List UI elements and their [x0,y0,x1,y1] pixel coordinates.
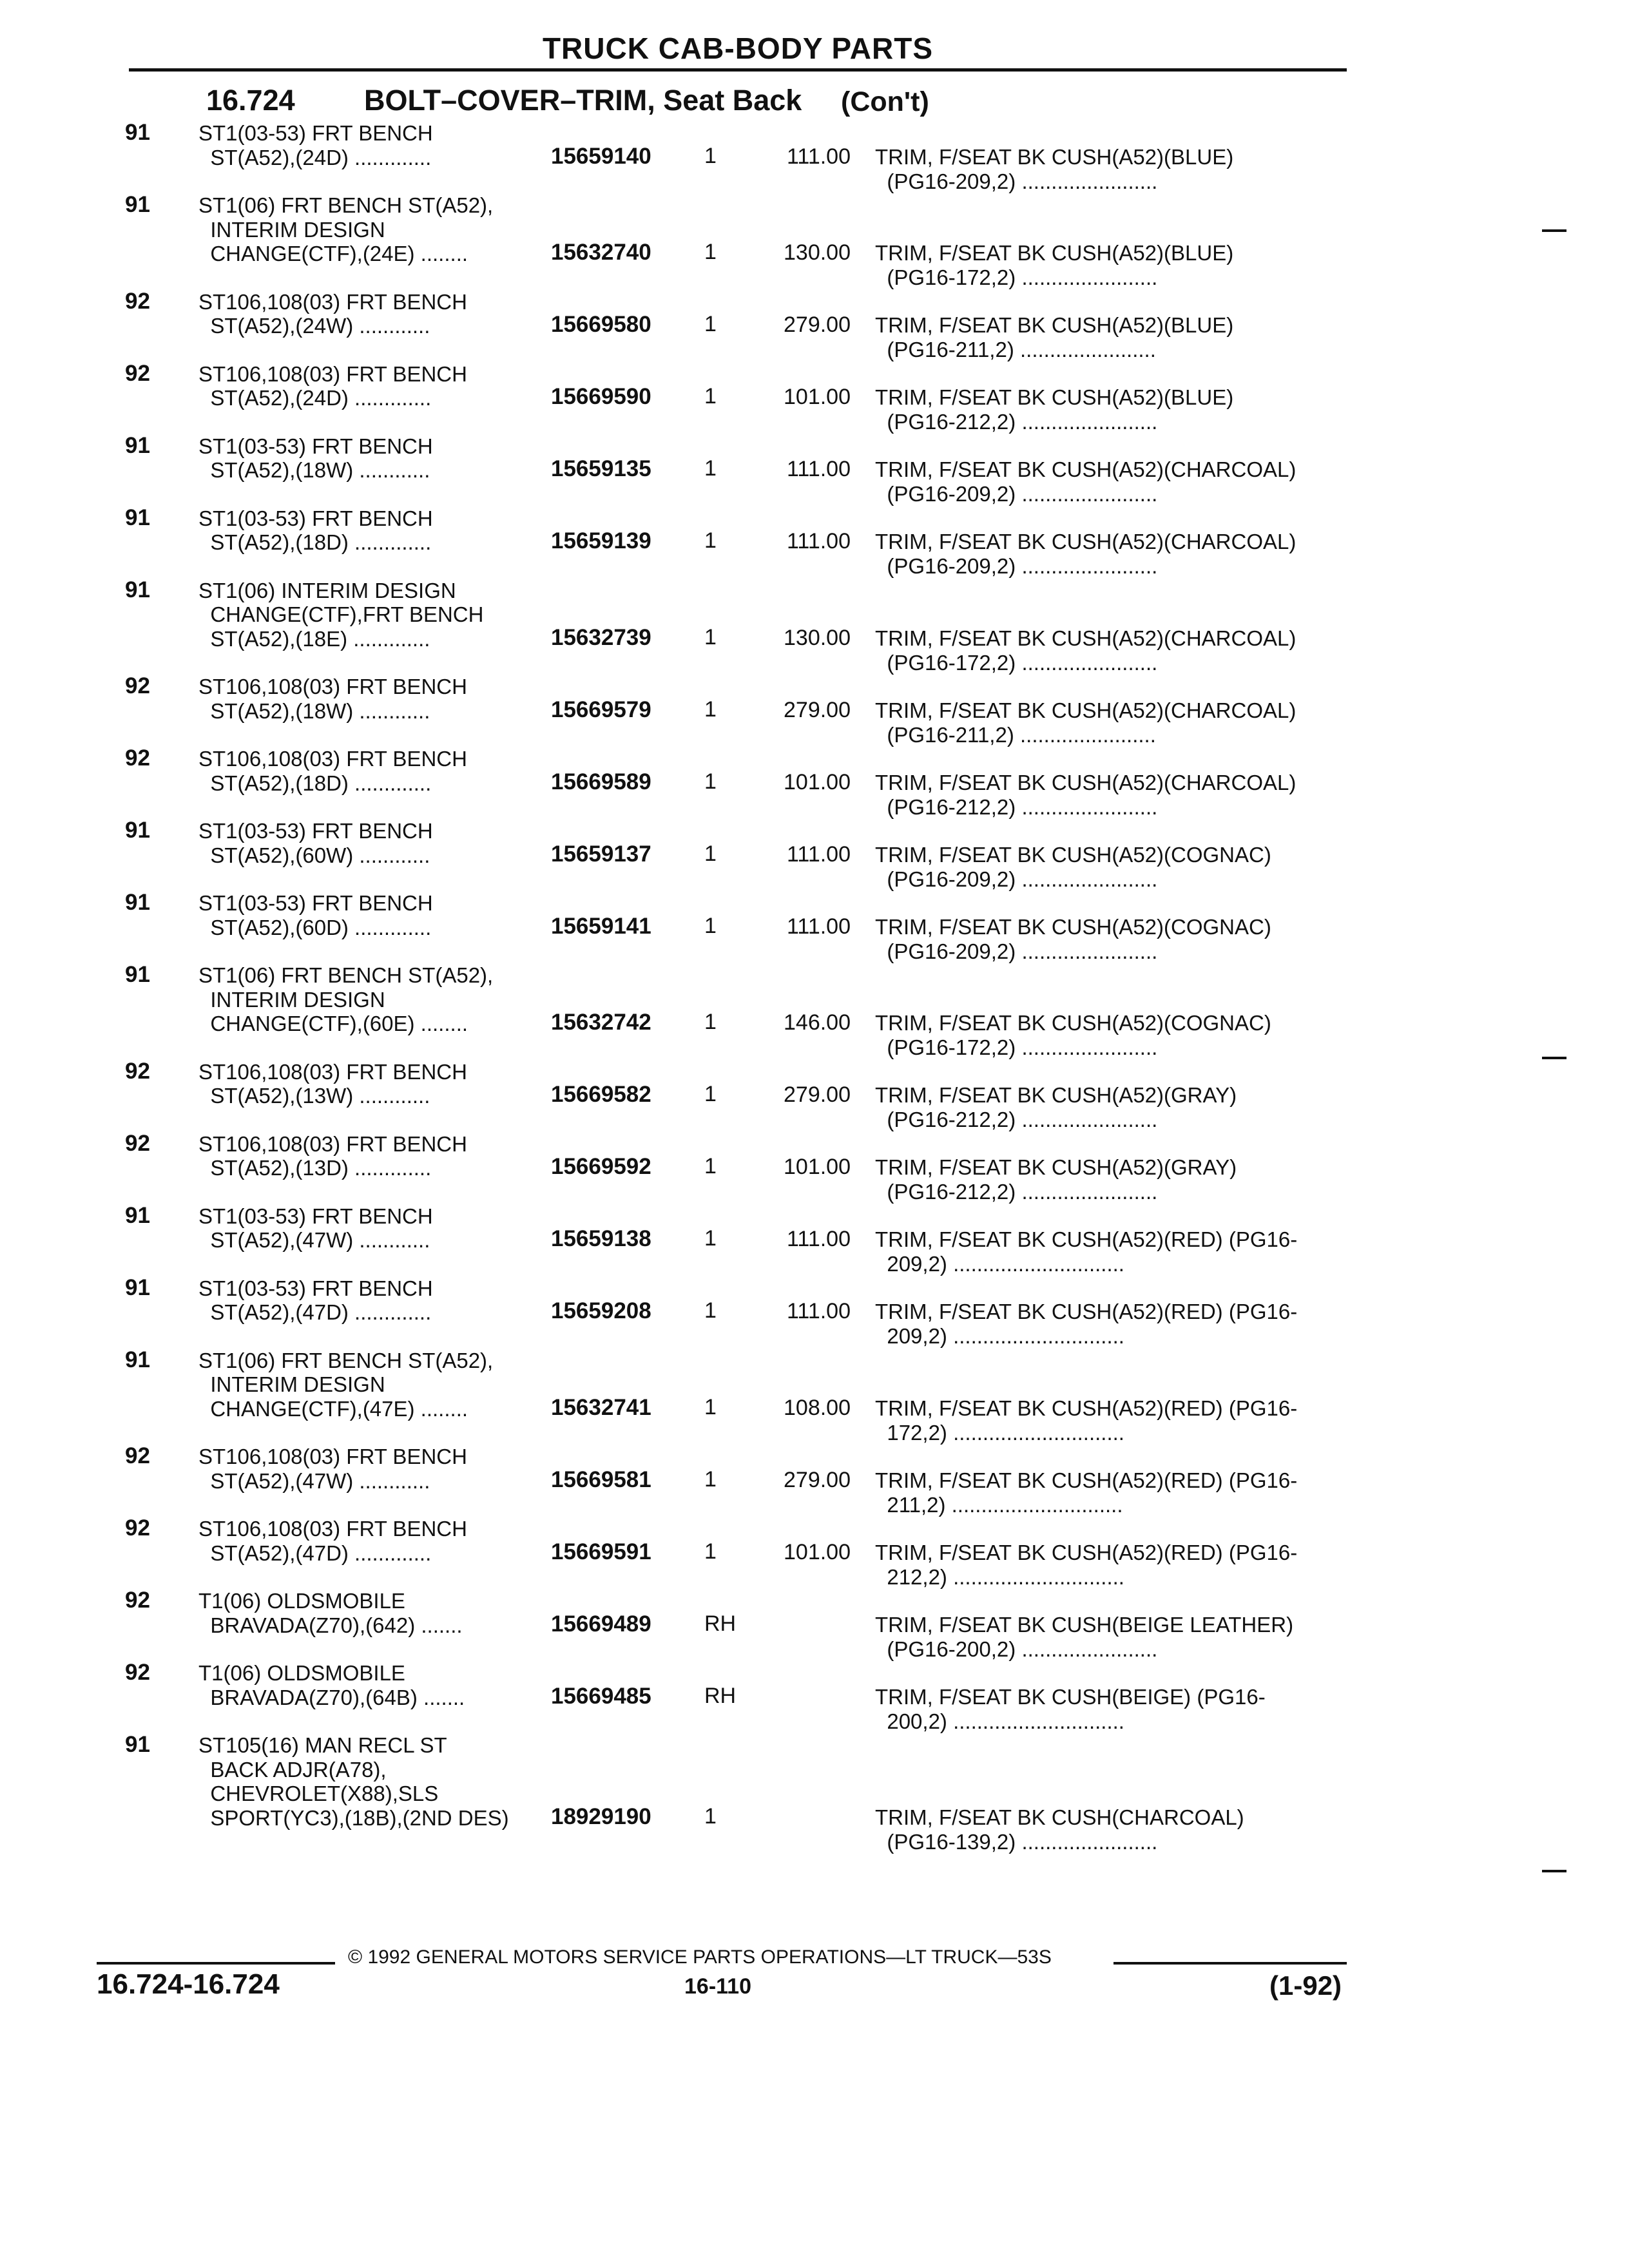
entry-price: 101.00 [784,1155,851,1179]
entry-trim-description: TRIM, F/SEAT BK CUSH(A52)(COGNAC) (PG16-172,2) ....................... [875,1011,1271,1059]
entry-part-number: 15632739 [551,624,651,650]
entry-quantity: 1 [704,624,717,649]
entry-part-number: 15669579 [551,697,651,722]
entry-part-number: 18929190 [551,1803,651,1829]
entry-price: 111.00 [787,1299,851,1323]
entry-trim-description: TRIM, F/SEAT BK CUSH(A52)(COGNAC) (PG16-209,2) ....................... [875,842,1271,891]
entry-quantity: 1 [704,384,717,408]
entry-quantity: 1 [704,456,717,481]
entry-description: ST106,108(03) FRT BENCH ST(A52),(18D) ............. [198,747,467,795]
entry-description: ST1(06) FRT BENCH ST(A52), INTERIM DESIGN CHANGE(CTF),(60E) ........ [198,963,494,1035]
entry-price: 111.00 [787,144,851,169]
entry-trim-description: TRIM, F/SEAT BK CUSH(A52)(BLUE) (PG16-209,2) ....................... [875,144,1234,193]
entry-group-number: 92 [125,1660,150,1685]
entry-part-number: 15669591 [551,1539,651,1564]
entry-group-number: 91 [125,818,150,843]
entry-quantity: 1 [704,841,717,866]
parts-entry [0,289,1629,361]
entry-group-number: 91 [125,962,150,987]
entry-group-number: 91 [125,577,150,602]
entry-price: 111.00 [787,914,851,939]
parts-entry [0,361,1629,433]
entry-trim-description: TRIM, F/SEAT BK CUSH(CHARCOAL) (PG16-139,2) ....................... [875,1805,1244,1854]
entry-group-number: 92 [125,1130,150,1156]
entry-quantity: 1 [704,312,717,336]
footer-revision-date: (1-92) [1269,1970,1342,2001]
entry-trim-description: TRIM, F/SEAT BK CUSH(A52)(CHARCOAL) (PG16-209,2) ....................... [875,530,1296,578]
entry-trim-description: TRIM, F/SEAT BK CUSH(A52)(CHARCOAL) (PG16-209,2) ....................... [875,457,1296,506]
entry-quantity: RH [704,1611,737,1636]
entry-description: ST1(03-53) FRT BENCH ST(A52),(18W) ............ [198,434,433,482]
entry-trim-description: TRIM, F/SEAT BK CUSH(BEIGE) (PG16- 200,2) ............................. [875,1684,1266,1733]
parts-entry [0,1203,1629,1275]
entry-price: 101.00 [784,1539,851,1564]
entry-trim-description: TRIM, F/SEAT BK CUSH(A52)(CHARCOAL) (PG16-172,2) ....................... [875,626,1296,675]
entry-group-number: 91 [125,432,150,458]
entry-quantity: RH [704,1683,737,1708]
entry-group-number: 91 [125,120,150,145]
entry-quantity: 1 [704,528,717,553]
entry-description: T1(06) OLDSMOBILE BRAVADA(Z70),(642) ....... [198,1589,463,1637]
entry-quantity: 1 [704,769,717,794]
entry-price: 111.00 [787,1227,851,1251]
entry-trim-description: TRIM, F/SEAT BK CUSH(A52)(RED) (PG16- 209,2) ............................. [875,1227,1298,1276]
parts-entry [0,577,1629,675]
entry-description: ST106,108(03) FRT BENCH ST(A52),(24W) ............ [198,289,467,338]
entry-description: ST1(03-53) FRT BENCH ST(A52),(47D) ............. [198,1276,433,1324]
entry-trim-description: TRIM, F/SEAT BK CUSH(A52)(BLUE) (PG16-172,2) ....................... [875,241,1234,289]
entry-trim-description: TRIM, F/SEAT BK CUSH(A52)(RED) (PG16- 211,2) ............................. [875,1468,1298,1517]
entry-part-number: 15659141 [551,913,651,939]
entry-group-number: 92 [125,673,150,698]
parts-entry [0,433,1629,505]
entry-description: ST106,108(03) FRT BENCH ST(A52),(18W) ............ [198,675,467,723]
parts-entry [0,962,1629,1059]
entry-group-number: 91 [125,1347,150,1372]
entry-group-number: 92 [125,1588,150,1613]
entry-quantity: 1 [704,1154,717,1178]
entry-quantity: 1 [704,143,717,168]
parts-entry [0,890,1629,962]
margin-tick [1542,1870,1566,1872]
entry-quantity: 1 [704,913,717,938]
section-continued: (Con't) [841,86,929,117]
entry-quantity: 1 [704,240,717,264]
entry-description: ST105(16) MAN RECL ST BACK ADJR(A78), CHEVROLET(X88),SLS SPORT(YC3),(18B),(2ND DES) [198,1733,509,1830]
entry-part-number: 15669589 [551,769,651,794]
entry-quantity: 1 [704,1226,717,1251]
entry-description: ST106,108(03) FRT BENCH ST(A52),(24D) ............. [198,361,467,410]
page-title: TRUCK CAB-BODY PARTS [542,32,934,65]
entry-group-number: 91 [125,1274,150,1300]
parts-entry [0,1443,1629,1515]
entry-trim-description: TRIM, F/SEAT BK CUSH(A52)(GRAY) (PG16-212,2) ....................... [875,1083,1237,1131]
entry-quantity: 1 [704,697,717,722]
entry-trim-description: TRIM, F/SEAT BK CUSH(A52)(BLUE) (PG16-211,2) ....................... [875,313,1234,361]
entry-price: 101.00 [784,385,851,409]
entry-quantity: 1 [704,1466,717,1492]
entry-trim-description: TRIM, F/SEAT BK CUSH(A52)(CHARCOAL) (PG16-212,2) ....................... [875,770,1296,819]
entry-quantity: 1 [704,1082,717,1106]
entry-part-number: 15669592 [551,1154,651,1179]
entry-description: ST1(03-53) FRT BENCH ST(A52),(24D) ............. [198,121,433,169]
parts-entry [0,1059,1629,1131]
parts-entry [0,1131,1629,1203]
entry-price: 146.00 [784,1010,851,1035]
entry-description: ST1(03-53) FRT BENCH ST(A52),(60W) ............ [198,819,433,867]
parts-entry [0,120,1629,192]
parts-entry [0,1660,1629,1732]
entry-description: ST1(03-53) FRT BENCH ST(A52),(18D) ............. [198,506,433,554]
parts-entry [0,1732,1629,1854]
entry-part-number: 15669485 [551,1683,651,1709]
footer-section-range: 16.724-16.724 [97,1968,280,2000]
entry-part-number: 15669582 [551,1082,651,1107]
entry-quantity: 1 [704,1539,717,1564]
entry-part-number: 15669581 [551,1466,651,1492]
entry-price: 130.00 [784,625,851,650]
entry-quantity: 1 [704,1010,717,1034]
entry-group-number: 91 [125,890,150,915]
footer-rule-right [1113,1962,1347,1965]
entry-group-number: 92 [125,1058,150,1084]
parts-entry [0,1275,1629,1347]
entry-description: ST106,108(03) FRT BENCH ST(A52),(13W) ............ [198,1059,467,1108]
entry-trim-description: TRIM, F/SEAT BK CUSH(A52)(RED) (PG16- 212,2) ............................. [875,1540,1298,1589]
entry-price: 111.00 [787,457,851,481]
entry-trim-description: TRIM, F/SEAT BK CUSH(A52)(GRAY) (PG16-212,2) ....................... [875,1155,1237,1204]
entry-part-number: 15659140 [551,143,651,169]
parts-entry [0,505,1629,577]
entry-price: 279.00 [784,1082,851,1107]
entry-trim-description: TRIM, F/SEAT BK CUSH(A52)(BLUE) (PG16-212,2) ....................... [875,385,1234,434]
entry-part-number: 15659139 [551,528,651,553]
entry-price: 108.00 [784,1395,851,1420]
entry-trim-description: TRIM, F/SEAT BK CUSH(A52)(RED) (PG16- 172,2) ............................. [875,1396,1298,1445]
margin-tick [1542,1057,1566,1059]
entry-group-number: 92 [125,1443,150,1468]
entry-part-number: 15669590 [551,384,651,409]
margin-tick [1542,229,1566,232]
entry-group-number: 92 [125,360,150,386]
entry-group-number: 91 [125,505,150,530]
entry-trim-description: TRIM, F/SEAT BK CUSH(A52)(CHARCOAL) (PG16-211,2) ....................... [875,698,1296,747]
entry-part-number: 15659208 [551,1298,651,1323]
entry-quantity: 1 [704,1298,717,1323]
entry-part-number: 15659138 [551,1226,651,1251]
entry-price: 279.00 [784,1467,851,1492]
entry-trim-description: TRIM, F/SEAT BK CUSH(A52)(COGNAC) (PG16-209,2) ....................... [875,914,1271,963]
entry-group-number: 92 [125,1515,150,1541]
entry-description: ST1(03-53) FRT BENCH ST(A52),(60D) ............. [198,891,433,939]
entry-quantity: 1 [704,1394,717,1419]
entry-price: 111.00 [787,841,851,867]
parts-entry [0,1347,1629,1445]
entry-price: 279.00 [784,697,851,722]
parts-entry [0,818,1629,890]
entry-description: ST1(06) INTERIM DESIGN CHANGE(CTF),FRT BENCH ST(A52),(18E) ............. [198,578,484,651]
entry-group-number: 92 [125,745,150,771]
entry-group-number: 91 [125,192,150,217]
entry-part-number: 15632740 [551,240,651,265]
entry-part-number: 15632742 [551,1010,651,1035]
entry-group-number: 92 [125,288,150,314]
footer-copyright: © 1992 GENERAL MOTORS SERVICE PARTS OPERATIONS—LT TRUCK—53S [348,1946,1052,1968]
entry-description: ST1(06) FRT BENCH ST(A52), INTERIM DESIGN CHANGE(CTF),(47E) ........ [198,1348,494,1421]
parts-entry [0,745,1629,818]
entry-price: 111.00 [787,529,851,553]
section-name: BOLT–COVER–TRIM, Seat Back [364,84,802,117]
entry-group-number: 91 [125,1732,150,1757]
entry-price: 101.00 [784,769,851,794]
entry-description: ST106,108(03) FRT BENCH ST(A52),(47W) ............ [198,1445,467,1493]
entry-quantity: 1 [704,1803,717,1829]
entry-description: ST1(06) FRT BENCH ST(A52), INTERIM DESIGN CHANGE(CTF),(24E) ........ [198,193,494,265]
parts-entry [0,1515,1629,1588]
entry-group-number: 91 [125,1202,150,1228]
entry-description: T1(06) OLDSMOBILE BRAVADA(Z70),(64B) ....... [198,1661,465,1709]
parts-entry [0,192,1629,289]
footer-page-number: 16-110 [684,1974,751,1999]
entry-trim-description: TRIM, F/SEAT BK CUSH(A52)(RED) (PG16- 209,2) ............................. [875,1300,1298,1348]
parts-entry [0,673,1629,745]
entry-trim-description: TRIM, F/SEAT BK CUSH(BEIGE LEATHER) (PG16-200,2) ....................... [875,1612,1294,1661]
parts-entry [0,1588,1629,1660]
entry-description: ST106,108(03) FRT BENCH ST(A52),(47D) ............. [198,1517,467,1565]
entry-description: ST1(03-53) FRT BENCH ST(A52),(47W) ............ [198,1204,433,1252]
section-number: 16.724 [206,84,295,117]
entry-part-number: 15632741 [551,1394,651,1420]
entry-price: 130.00 [784,240,851,265]
entry-part-number: 15659137 [551,841,651,867]
footer-rule-left [97,1962,335,1965]
entry-part-number: 15659135 [551,456,651,481]
entry-part-number: 15669489 [551,1611,651,1637]
entry-part-number: 15669580 [551,312,651,337]
entry-description: ST106,108(03) FRT BENCH ST(A52),(13D) ............. [198,1131,467,1180]
entry-price: 279.00 [784,312,851,337]
